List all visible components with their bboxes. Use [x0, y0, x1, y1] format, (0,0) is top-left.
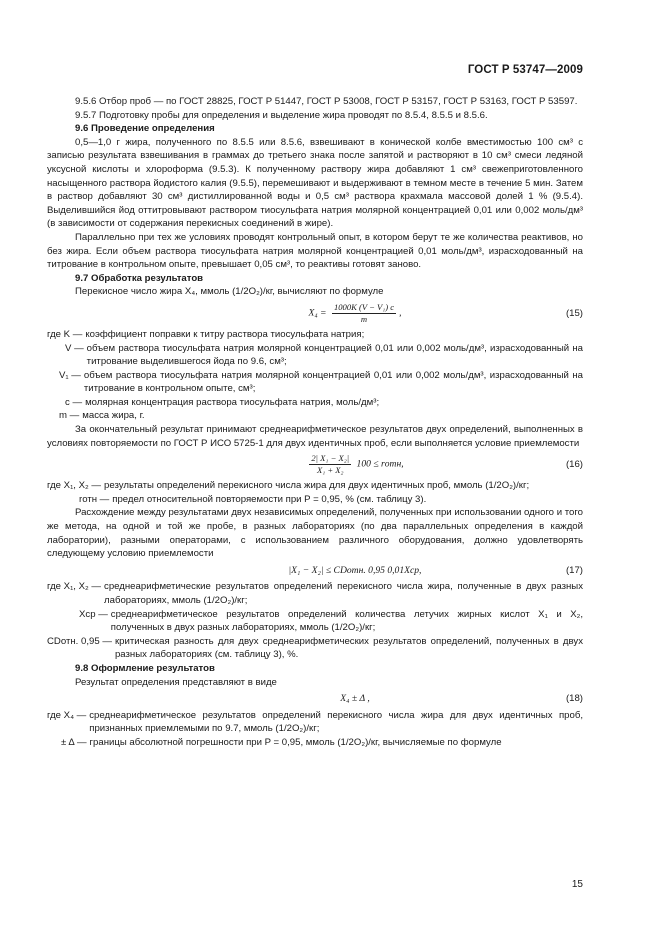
formula-15-denominator: m — [360, 313, 368, 324]
where-V: V — объем раствора тиосульфата натрия молярной концентрацией 0,01 или 0,002 моль/дм³, израсходованный на титрование выделившегося йода по 9.6, см³; — [65, 342, 583, 368]
formula-15-number: (15) — [565, 307, 583, 319]
where-K: где K — коэффициент поправки к титру раствора тиосульфата натрия; — [47, 328, 365, 340]
formula-15: X₄ = $\frac{\text{1000K (V − V₁) c}}{m}$ , (15) — [308, 301, 583, 324]
para-9-5-6: 9.5.6 Отбор проб — по ГОСТ 28825, ГОСТ Р 51447, ГОСТ Р 53008, ГОСТ Р 53157, ГОСТ Р 53163, ГОСТ Р 53597. — [75, 96, 578, 107]
where-delta: ± Δ — границы абсолютной погрешности при P = 0,95, ммоль (1/2O₂)/кг, вычисляемые по формуле — [61, 736, 502, 748]
where-X4: где X₄ — среднеарифметическое результатов определений перекисного числа жира для двух идентичных проб, признанных приемлемыми по 9.7, ммоль (1/2O₂)/кг; — [47, 709, 583, 735]
formula-17-expression: |X₁ − X₂| ≤ CDотн. 0,95 0,01Xср, — [288, 564, 422, 576]
para-9-7-reproducibility: Расхождение между результатами двух независимых определений, полученных при использовании одного и того же метода, на одной и той же пробе, в разных лабораториях (по два параллельных определения в каждой лаборатории), разными операторами, с использованием различного оборудования, должно удовлетворять следующему условию приемлемости — [47, 507, 583, 560]
formula-16-denominator: X₁ + X₂ — [316, 465, 344, 476]
page-header-standard: ГОСТ Р 53747—2009 — [467, 64, 583, 76]
where-X-cp: Xср — среднеарифметическое результатов определений количества летучих жирных кислот X₁ и X₂, полученных в двух разных лабораториях, ммоль (1/2O₂)/кг; — [79, 608, 583, 634]
where-X1-X2: где X₁, X₂ — результаты определений перекисного числа жира для двух идентичных проб, ммоль (1/2O₂)/кг; — [47, 480, 530, 492]
formula-17 — [47, 564, 583, 578]
para-9-7-final: За окончательный результат принимают среднеарифметическое результатов двух определений, выполненных в условиях повторяемости по ГОСТ Р ИСО 5725-1 для двух идентичных проб, если выполняется условие приемлемости — [47, 424, 583, 449]
para-9-6-procedure: 0,5—1,0 г жира, полученного по 8.5.5 или 8.5.6, взвешивают в конической колбе вместимостью 100 см³ с записью результата взвешивания в граммах до третьего знака после запятой и растворяют в 10 см³ смеси ледяной уксусной кислоты и хлороформа (9.5.3). К полученному раствору жира добавляют 1 см³ свежеприготовленного насыщенного раствора йодистого калия (9.5.5), перемешивают и выдерживают в темном месте в течение 5 мин. Затем в раствор добавляют 30 см³ дистиллированной воды и 0,5 см³ раствора крахмала массовой долей 1 % (9.5.4). Выделившийся йод оттитровывают раствором тиосульфата натрия молярной концентрацией 0,01 или 0,002 моль/дм³ (в зависимости от содержания перекисных соединений в жире). — [47, 136, 583, 230]
para-9-7-intro: Перекисное число жира X₄, ммоль (1/2O₂)/кг, вычисляют по формуле — [75, 286, 384, 298]
formula-17-number: (17) — [565, 564, 583, 576]
formula-15-left: X₄ = — [308, 307, 327, 319]
where-r-otn: rотн — предел относительной повторяемости при P = 0,95, % (см. таблицу 3). — [79, 493, 427, 505]
heading-9-6: 9.6 Проведение определения — [75, 123, 215, 135]
formula-18-number: (18) — [565, 693, 583, 705]
formula-16-numerator: 2| X₁ − X₂| — [311, 453, 350, 464]
where-V1: V₁ — объем раствора тиосульфата натрия молярной концентрацией 0,01 или 0,002 моль/дм³, израсходованный на титрование в контрольном опыте, см³; — [59, 369, 583, 395]
where-X1-X2-bar: где X₁, X₂ — среднеарифметические результатов определений перекисного числа жира, полученные в двух разных лабораториях, ммоль (1/2O₂)/кг; — [47, 581, 583, 606]
formula-16-tail: 100 ≤ rотн, — [356, 458, 404, 470]
where-c: c — молярная концентрация раствора тиосульфата натрия, моль/дм³; — [65, 396, 380, 408]
formula-15-numerator: 1000K (V − V₁) c — [333, 301, 395, 312]
where-CD: CDотн. 0,95 — критическая разность для двух среднеарифметических результатов определений, полученных в двух разных лабораториях (см. таблицу 3), %. — [47, 635, 583, 661]
para-9-6-control: Параллельно при тех же условиях проводят контрольный опыт, в котором берут те же количества реактивов, но без жира. Если объем раствора тиосульфата натрия молярной концентрацией 0,01 моль/дм³, израсходованный на титрование в контрольном опыте, превышает 0,05 см³, то реактивы готовят заново. — [47, 231, 583, 271]
document-body — [47, 95, 583, 750]
para-9-8-intro: Результат определения представляют в виде — [75, 676, 277, 688]
formula-18-expression: X₄ ± Δ , — [340, 693, 370, 705]
heading-9-7: 9.7 Обработка результатов — [75, 272, 204, 284]
formula-16-number: (16) — [565, 458, 583, 470]
heading-9-8: 9.8 Оформление результатов — [75, 662, 215, 674]
page-number: 15 — [571, 879, 583, 890]
formula-18 — [47, 692, 583, 706]
para-9-5-7: 9.5.7 Подготовку пробы для определения и выделение жира проводят по 8.5.4, 8.5.5 и 8.5.6. — [75, 109, 488, 121]
formula-16 — [47, 453, 583, 476]
where-m: m — масса жира, г. — [59, 410, 145, 422]
